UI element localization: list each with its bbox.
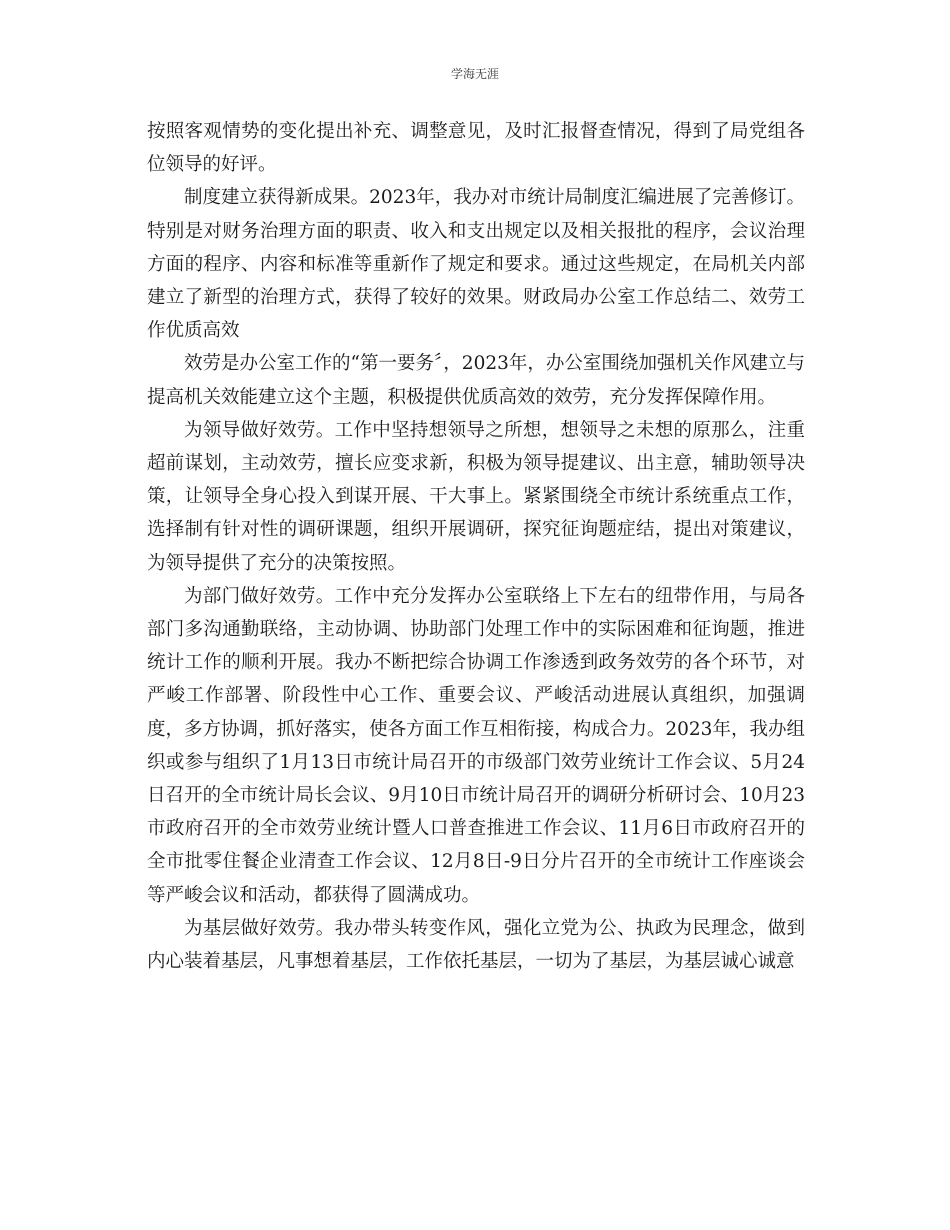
page-header: 学海无涯	[450, 67, 499, 81]
paragraph: 按照客观情势的变化提出补充、调整意见，及时汇报督查情况，得到了局党组各位领导的好评。	[147, 121, 805, 176]
document-body	[147, 115, 805, 978]
paragraph: 效劳是办公室工作的“第一要务〞，2023年，办公室围绕加强机关作风建立与提高机关效能建立这个主题，积极提供优质高效的效劳，充分发挥保障作用。	[147, 353, 805, 408]
paragraph: 为部门做好效劳。工作中充分发挥办公室联络上下左右的纽带作用，与局各部门多沟通勤联络，主动协调、协助部门处理工作中的实际困难和征询题，推进统计工作的顺利开展。我办不断把综合协调工作渗透到政务效劳的各个环节，对严峻工作部署、阶段性中心工作、重要会议、严峻活动进展认真组织，加强调度，多方协调，抓好落实，使各方面工作互相衔接，构成合力。2023年，我办组织或参与组织了1月13日市统计局召开的市级部门效劳业统计工作会议、5月24日召开的全市统计局长会议、9月10日市统计局召开的调研分析研讨会、10月23市政府召开的全市效劳业统计暨人口普查推进工作会议、11月6日市政府召开的全市批零住餐企业清查工作会议、12月8日-9日分片召开的全市统计工作座谈会等严峻会议和活动，都获得了圆满成功。	[147, 585, 805, 906]
paragraph: 为领导做好效劳。工作中坚持想领导之所想，想领导之未想的原那么，注重超前谋划，主动效劳，擅长应变求新，积极为领导提建议、出主意，辅助领导决策，让领导全身心投入到谋开展、干大事上。紧紧围绕全市统计系统重点工作，选择制有针对性的调研课题，组织开展调研，探究征询题症结，提出对策建议，为领导提供了充分的决策按照。	[147, 419, 805, 574]
paragraph: 为基层做好效劳。我办带头转变作风，强化立党为公、执政为民理念，做到内心装着基层，凡事想着基层，工作依托基层，一切为了基层，为基层诚心诚意	[147, 917, 805, 973]
paragraph: 制度建立获得新成果。2023年，我办对市统计局制度汇编进展了完善修订。特别是对财务治理方面的职责、收入和支出规定以及相关报批的程序，会议治理方面的程序、内容和标准等重新作了规定和要求。通过这些规定，在局机关内部建立了新型的治理方式，获得了较好的效果。财政局办公室工作总结二、效劳工作优质高效	[147, 187, 805, 342]
